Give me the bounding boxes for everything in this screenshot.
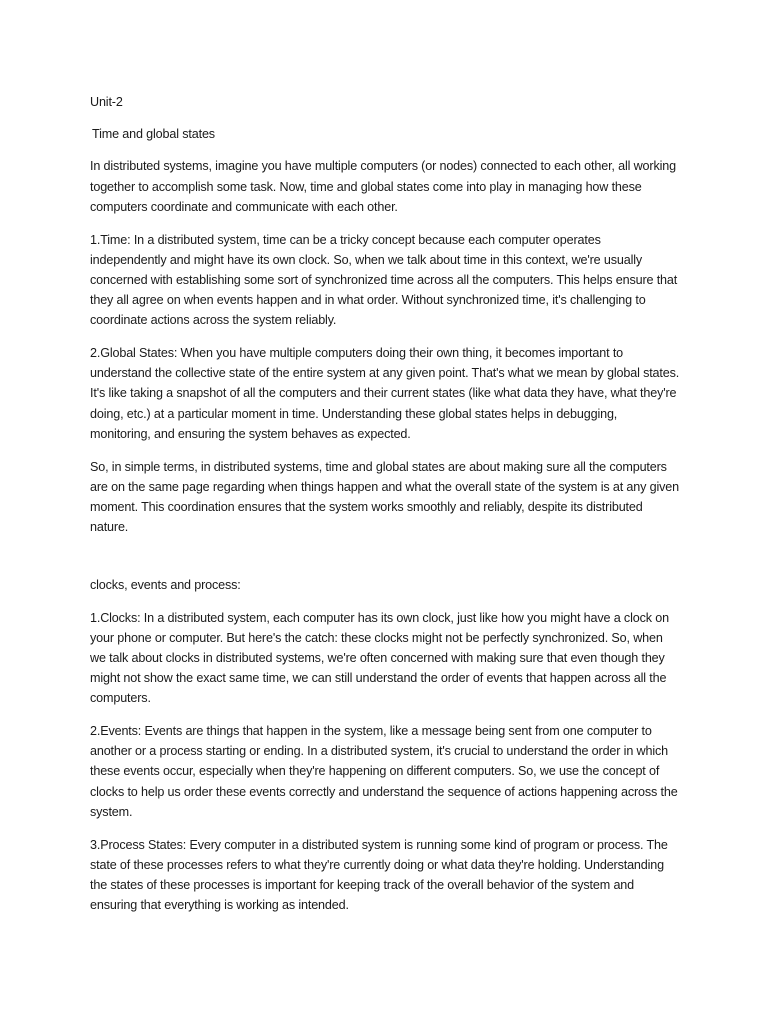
paragraph-process-states: 3.Process States: Every computer in a distributed system is running some kind of program or process. The state of these processes refers to what they're currently doing or what data they're holding. Understanding the states of these processes is important for keeping track of the overall behavior of the system and ensuring that everything is working as intended. — [90, 837, 668, 913]
paragraph-events: 2.Events: Events are things that happen in the system, like a message being sent from one computer to another or a process starting or ending. In a distributed system, it's crucial to understand the order in which these events occur, especially when they're happening on different computers. So, we use the concept of clocks to help us order these events correctly and understand the sequence of actions happening across the system. — [90, 724, 678, 819]
paragraph-intro: In distributed systems, imagine you have multiple computers (or nodes) connected to each other, all working together to accomplish some task. Now, time and global states come into play in managing how these computers coordinate and communicate with each other. — [90, 159, 676, 214]
paragraph-clocks: 1.Clocks: In a distributed system, each computer has its own clock, just like how you might have a clock on your phone or computer. But here's the catch: these clocks might not be perfectly synchronized. So, when we talk about clocks in distributed systems, we're often concerned with making sure that even though they might not show the exact same time, we can still understand the order of events that happen across all the computers. — [90, 610, 669, 706]
section-heading-time-global-states: Time and global states — [92, 127, 215, 142]
section-heading-clocks-events-process: clocks, events and process: — [90, 578, 241, 593]
paragraph-time: 1.Time: In a distributed system, time can be a tricky concept because each computer operates independently and might have its own clock. So, when we talk about time in this context, we're usually concerned with establishing some sort of synchronized time across all the computers. This helps ensure that they all agree on when events happen and in what order. Without synchronized time, it's challenging to coordinate actions across the system reliably. — [90, 232, 678, 328]
document-page — [90, 92, 680, 928]
paragraph-global-states: 2.Global States: When you have multiple computers doing their own thing, it becomes important to understand the collective state of the entire system at any given point. That's what we mean by global states. It's like taking a snapshot of all the computers and their current states (like what data they have, what they're doing, etc.) at a particular moment in time. Understanding these global states helps in debugging, monitoring, and ensuring the system behaves as expected. — [90, 346, 680, 441]
unit-title: Unit-2 — [90, 95, 123, 109]
paragraph-summary: So, in simple terms, in distributed systems, time and global states are about making sure all the computers are on the same page regarding when things happen and what the overall state of the system is at any given moment. This coordination ensures that the system works smoothly and reliably, despite its distributed nature. — [90, 459, 679, 535]
